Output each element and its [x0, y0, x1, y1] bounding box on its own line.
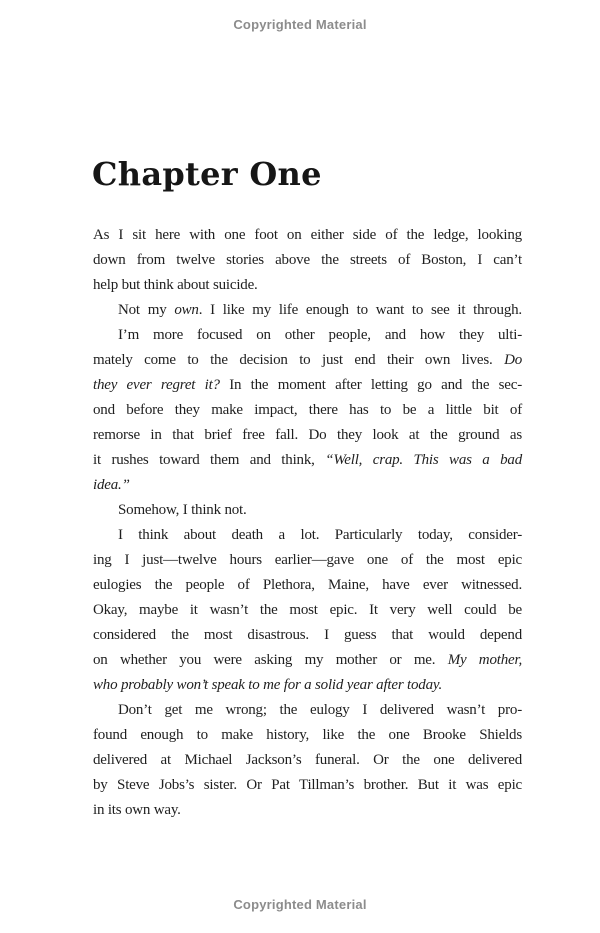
copyright-notice-top: Copyrighted Material: [233, 17, 367, 32]
italic-text-segment: idea.”: [93, 477, 130, 493]
text-line: [93, 348, 522, 373]
text-line: [93, 598, 522, 623]
text-line: [93, 248, 522, 273]
text-line: [93, 373, 522, 398]
text-segment: eulogies the people of Plethora, Maine, have ever witnessed.: [93, 577, 522, 593]
text-line: [93, 773, 522, 798]
text-line: [93, 223, 522, 248]
text-line: [93, 448, 522, 473]
text-line: [93, 498, 522, 523]
text-line: [93, 423, 522, 448]
text-segment: I think about death a lot. Particularly today, consider-: [118, 527, 522, 543]
text-line: [93, 648, 522, 673]
body-text: [93, 223, 522, 823]
text-segment: Okay, maybe it wasn’t the most epic. It very well could be: [93, 602, 522, 618]
italic-text-segment: own: [174, 302, 199, 318]
paragraph: [93, 498, 522, 523]
text-line: [93, 398, 522, 423]
italic-text-segment: “Well, crap. This was a bad: [325, 452, 523, 468]
text-segment: by Steve Jobs’s sister. Or Pat Tillman’s brother. But it was epic: [93, 777, 522, 793]
text-segment: . I like my life enough to want to see it through.: [198, 302, 522, 318]
paragraph: [93, 298, 522, 323]
text-segment: remorse in that brief free fall. Do they look at the ground as: [93, 427, 522, 443]
text-segment: on whether you were asking my mother or me.: [93, 652, 448, 668]
text-segment: Not my: [118, 302, 175, 318]
text-line: [93, 523, 522, 548]
italic-text-segment: My mother,: [447, 652, 522, 668]
text-segment: down from twelve stories above the streets of Boston, I can’t: [93, 252, 522, 268]
text-line: [93, 698, 522, 723]
paragraph: [93, 223, 522, 298]
text-segment: Don’t get me wrong; the eulogy I delivered wasn’t pro-: [118, 702, 522, 718]
chapter-title: Chapter One: [92, 155, 322, 194]
text-segment: ond before they make impact, there has to be a little bit of: [93, 402, 522, 418]
text-line: [93, 798, 522, 823]
text-line: [93, 623, 522, 648]
text-line: [93, 473, 522, 498]
paragraph: [93, 323, 522, 498]
text-line: [93, 573, 522, 598]
text-line: [93, 748, 522, 773]
text-segment: delivered at Michael Jackson’s funeral. Or the one delivered: [93, 752, 522, 768]
text-line: [93, 323, 522, 348]
text-segment: ing I just—twelve hours earlier—gave one of the most epic: [93, 552, 522, 568]
text-segment: Somehow, I think not.: [118, 502, 247, 518]
text-line: [93, 548, 522, 573]
text-segment: it rushes toward them and think,: [93, 452, 326, 468]
paragraph: [93, 523, 522, 698]
italic-text-segment: they ever regret it?: [93, 377, 220, 393]
text-line: [93, 298, 522, 323]
text-segment: As I sit here with one foot on either side of the ledge, looking: [93, 227, 522, 243]
text-segment: in its own way.: [93, 802, 181, 818]
italic-text-segment: Do: [504, 352, 522, 368]
paragraph: [93, 698, 522, 823]
text-line: [93, 673, 522, 698]
text-line: [93, 723, 522, 748]
text-segment: help but think about suicide.: [93, 277, 258, 293]
text-segment: mately come to the decision to just end their own lives.: [93, 352, 505, 368]
text-segment: considered the most disastrous. I guess that would depend: [93, 627, 522, 643]
text-segment: In the moment after letting go and the sec-: [219, 377, 522, 393]
text-segment: I’m more focused on other people, and how they ulti-: [118, 327, 522, 343]
copyright-notice-bottom: Copyrighted Material: [233, 897, 367, 912]
text-line: [93, 273, 522, 298]
text-segment: found enough to make history, like the one Brooke Shields: [93, 727, 522, 743]
italic-text-segment: who probably won’t speak to me for a solid year after today.: [93, 677, 443, 693]
